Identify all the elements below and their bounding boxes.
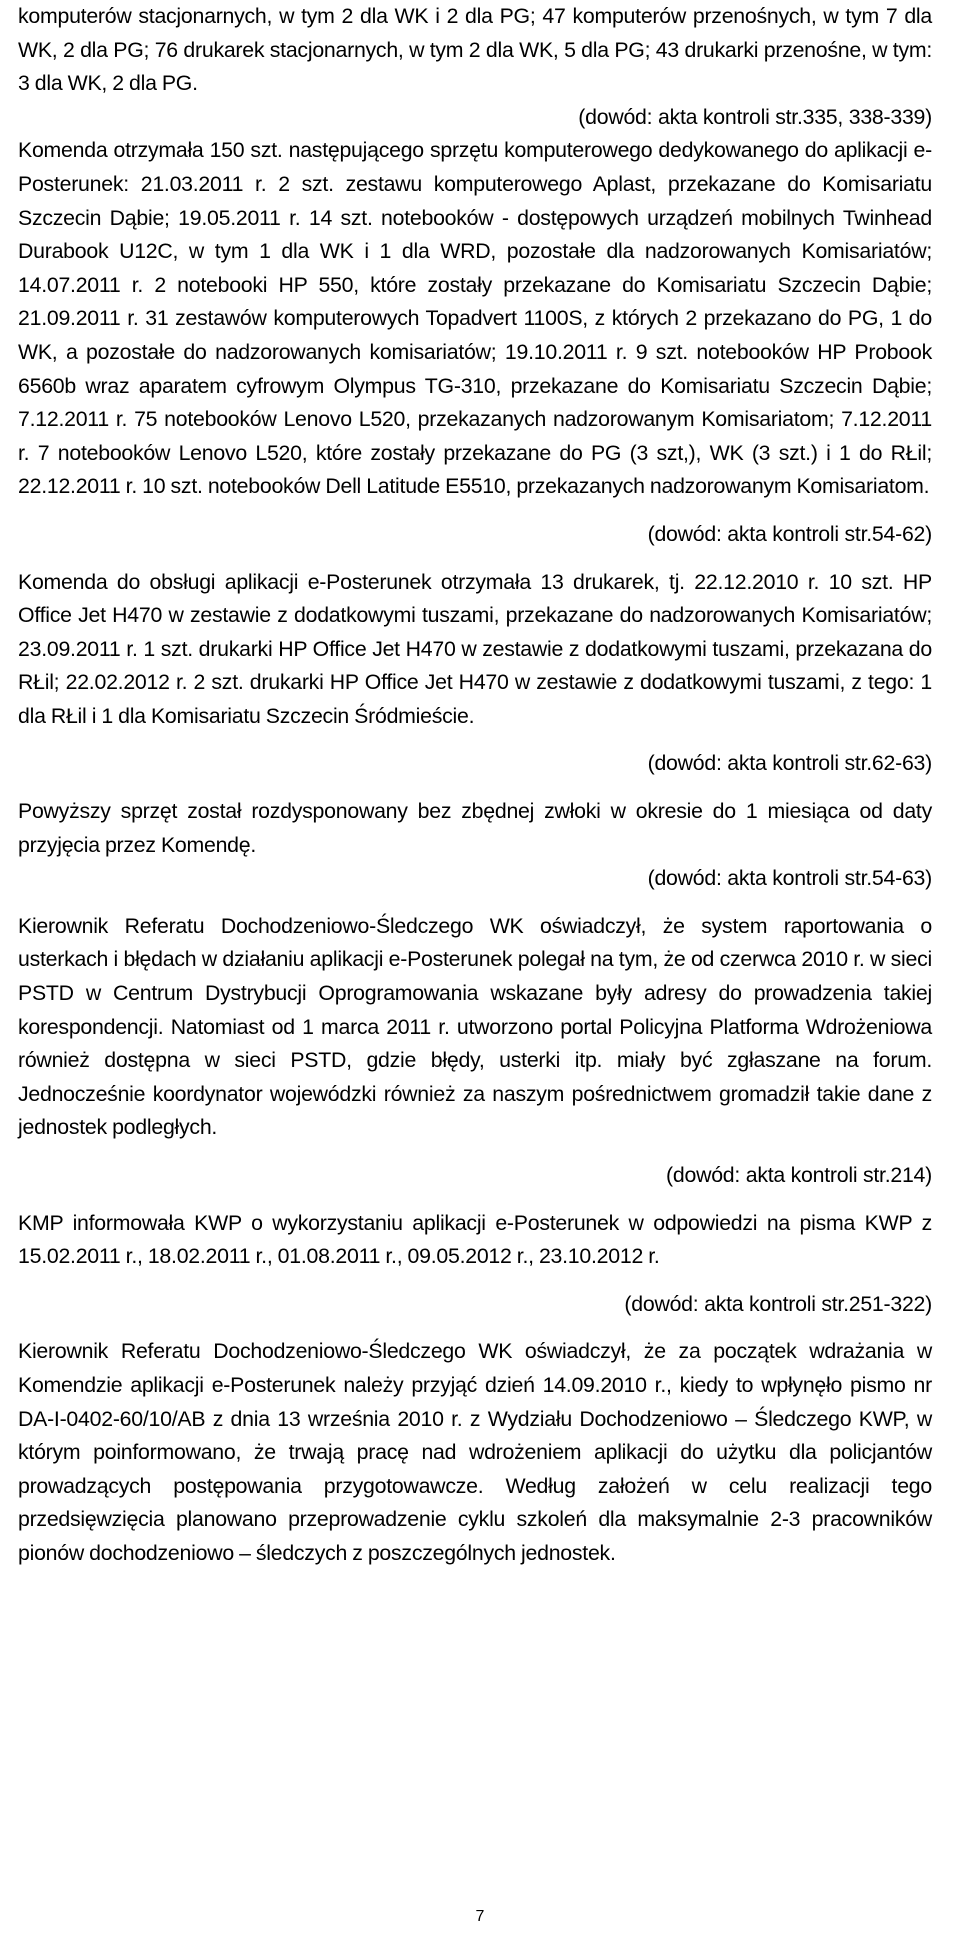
paragraph-equipment-received: Komenda otrzymała 150 szt. następującego sprzętu komputerowego dedykowanego do aplikacji e-Posterunek: 21.03.2011 r. 2 szt. zestawu komputerowego Aplast, przekazane do Komisariatu Szczecin Dąbie; 19.05.2011 r. 14 szt. notebooków - dostępowych urządzeń mobilnych Twinhead Durabook U12C, w tym 1 dla WK i 1 dla WRD, pozostałe dla nadzorowanych Komisariatów; 14.07.2011 r. 2 notebooki HP 550, które zostały przekazane do Komisariatu Szczecin Dąbie; 21.09.2011 r. 31 zestawów komputerowych Topadvert 1100S, z których 2 przekazano do PG, 1 do WK, a pozostałe do nadzorowanych komisariatów; 19.10.2011 r. 9 szt. notebooków HP Probook 6560b wraz aparatem cyfrowym Olympus TG-310, przekazane do Komisariatu Szczecin Dąbie; 7.12.2011 r. 75 notebooków Lenovo L520, przekazanych nadzorowanym Komisariatom; 7.12.2011 r. 7 notebooków Lenovo L520, które zostały przekazane do PG (3 szt,), WK (3 szt.) i 1 do RŁil; 22.12.2011 r. 10 szt. notebooków Dell Latitude E5510, przekazanych nadzorowanym Komisariatom. [18, 138, 932, 499]
evidence-reference: (dowód: akta kontroli str.251-322) [624, 1291, 932, 1316]
evidence-reference: (dowód: akta kontroli str.54-62) [647, 521, 932, 546]
spacer [18, 896, 932, 910]
spacer [18, 1193, 932, 1207]
spacer [18, 1274, 932, 1288]
paragraph-kmp-information: KMP informowała KWP o wykorzystaniu aplikacji e-Posterunek w odpowiedzi na pisma KWP z 15.02.2011 r., 18.02.2011 r., 01.08.2011 r., 09.05.2012 r., 23.10.2012 r. [18, 1210, 932, 1269]
spacer [18, 552, 932, 566]
spacer [18, 781, 932, 795]
paragraph-distribution: Powyższy sprzęt został rozdysponowany bez zbędnej zwłoki w okresie do 1 miesiąca od daty przyjęcia przez Komendę. [18, 799, 932, 857]
paragraph-equipment-summary: komputerów stacjonarnych, w tym 2 dla WK i 2 dla PG; 47 komputerów przenośnych, w tym 7 dla WK, 2 dla PG; 76 drukarek stacjonarnych, w tym 2 dla WK, 5 dla PG; 43 drukarki przenośne, w tym: 3 dla WK, 2 dla PG. [18, 4, 932, 96]
evidence-reference: (dowód: akta kontroli str.335, 338-339) [578, 104, 932, 129]
paragraph-error-reporting: Kierownik Referatu Dochodzeniowo-Śledczego WK oświadczył, że system raportowania o usterkach i błędach w działaniu aplikacji e-Posterunek polegał na tym, że od czerwca 2010 r. w sieci PSTD w Centrum Dystrybucji Oprogramowania wskazane były adresy do prowadzenia takiej korespondencji. Natomiast od 1 marca 2011 r. utworzono portal Policyjna Platforma Wdrożeniowa również dostępna w sieci PSTD, gdzie błędy, usterki itp. miały być zgłaszane na forum. Jednocześnie koordynator wojewódzki również za naszym pośrednictwem gromadził takie dane z jednostek podległych. [18, 913, 932, 1140]
spacer [18, 1321, 932, 1335]
spacer [18, 504, 932, 518]
spacer [18, 733, 932, 747]
evidence-reference: (dowód: akta kontroli str.214) [666, 1163, 932, 1187]
paragraph-implementation-start: Kierownik Referatu Dochodzeniowo-Śledczego WK oświadczył, że za początek wdrażania w Komendzie aplikacji e-Posterunek należy przyjąć dzień 14.09.2010 r., kiedy to wpłynęło pismo nr DA-I-0402-60/10/AB z dnia 13 września 2010 r. z Wydziału Dochodzeniowo – Śledczego KWP, w którym poinformowano, że trwają pracę nad wdrożeniem aplikacji do użytku dla policjantów prowadzących postępowania przygotowawcze. Według założeń w celu realizacji tego przedsięwzięcia planowano przeprowadzenie cyklu szkoleń dla maksymalnie 2-3 pracowników pionów dochodzeniowo – śledczych z poszczególnych jednostek. [18, 1339, 932, 1565]
evidence-reference: (dowód: akta kontroli str.62-63) [647, 751, 932, 776]
spacer [18, 1145, 932, 1159]
evidence-reference: (dowód: akta kontroli str.54-63) [647, 866, 932, 891]
paragraph-printers: Komenda do obsługi aplikacji e-Posterunek otrzymała 13 drukarek, tj. 22.12.2010 r. 10 szt. HP Office Jet H470 w zestawie z dodatkowymi tuszami, przekazane do nadzorowanych Komisariatów; 23.09.2011 r. 1 szt. drukarki HP Office Jet H470 w zestawie z dodatkowymi tuszami, przekazana do RŁil; 22.02.2012 r. 2 szt. drukarki HP Office Jet H470 w zestawie z dodatkowymi tuszami, z tego: 1 dla RŁil i 1 dla Komisariatu Szczecin Śródmieście. [18, 569, 932, 728]
page-number: 7 [475, 1908, 485, 1925]
